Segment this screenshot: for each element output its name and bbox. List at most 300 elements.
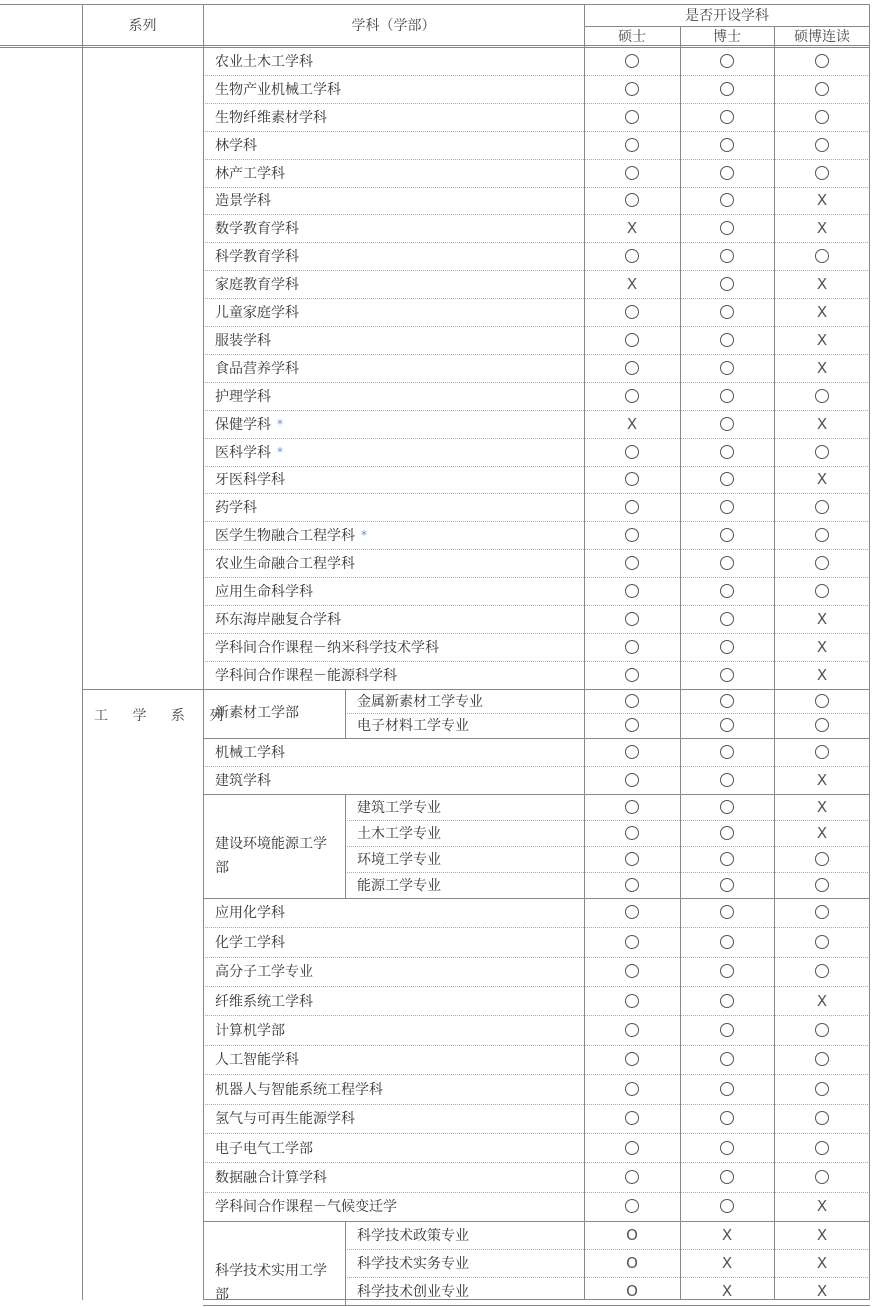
subject-name [203,131,584,159]
circle-icon [625,718,639,732]
doctor-mark [680,214,774,242]
circle-icon [720,1023,734,1037]
circle-icon [720,640,734,654]
combined-mark: X [816,303,828,322]
circle-icon [720,193,734,207]
subject-name [203,661,584,689]
circle-icon [720,472,734,486]
circle-icon [625,668,639,682]
subject-label: 服装学科 [215,332,271,349]
circle-icon [720,249,734,263]
row-divider [203,1305,870,1306]
circle-icon [720,1170,734,1184]
header-master: 硕士 [618,29,646,45]
subject-label: 林产工学科 [215,165,285,182]
circle-icon [720,166,734,180]
circle-icon [625,556,639,570]
doctor-mark [680,898,774,927]
circle-icon [720,556,734,570]
doctor-mark [680,466,774,494]
master-mark [584,438,680,466]
column-divider [345,689,346,738]
circle-icon [815,445,829,459]
combined-mark: X [816,797,828,816]
subject-label: 家庭教育学科 [215,277,299,294]
circle-icon [720,584,734,598]
doctor-mark [680,1162,774,1191]
combined-mark [774,846,870,872]
circle-icon [720,1141,734,1155]
circle-icon [625,1170,639,1184]
circle-icon [720,389,734,403]
subject-name [203,521,584,549]
doctor-mark [680,1045,774,1074]
circle-icon [720,54,734,68]
combined-mark: X [816,1254,828,1273]
subject-name [203,47,584,75]
circle-icon [720,905,734,919]
doctor-mark [680,986,774,1015]
master-mark [584,1162,680,1191]
circle-icon [720,500,734,514]
combined-mark: X [816,823,828,842]
circle-icon [815,82,829,96]
combined-mark [774,1015,870,1044]
combined-mark [774,159,870,187]
circle-icon [720,277,734,291]
column-divider [584,4,585,1300]
doctor-mark [680,75,774,103]
subject-name [203,410,584,438]
combined-mark: X [816,414,828,433]
doctor-mark [680,270,774,298]
doctor-mark [680,382,774,410]
subject-name [203,354,584,382]
circle-icon [720,528,734,542]
combined-mark [774,1074,870,1103]
circle-icon [720,333,734,347]
major-name: 金属新素材工学专业 [357,693,483,710]
doctor-mark [680,872,774,898]
subject-label: 牙医科学科 [215,472,285,489]
subject-name [203,382,584,410]
master-mark [584,872,680,898]
subject-name [203,242,584,270]
circle-icon [720,1052,734,1066]
doctor-mark [680,298,774,326]
circle-icon [720,110,734,124]
series-label-engineering: 工 学 系 列 [94,707,234,724]
doctor-mark [680,131,774,159]
circle-icon [625,82,639,96]
doctor-mark: X [721,1282,733,1301]
circle-icon [625,800,639,814]
circle-icon [625,138,639,152]
circle-icon [625,500,639,514]
combined-mark [774,47,870,75]
circle-icon [625,110,639,124]
subject-name: 电子电气工学部 [215,1140,313,1157]
circle-icon [720,82,734,96]
doctor-mark [680,633,774,661]
circle-icon [625,193,639,207]
doctor-mark [680,159,774,187]
header-series: 系列 [128,17,157,34]
doctor-mark [680,577,774,605]
subject-name: 学科间合作课程－气候变迁学 [215,1199,397,1216]
combined-mark [774,131,870,159]
major-name: 环境工学专业 [357,851,441,868]
doctor-mark [680,354,774,382]
column-divider [869,4,870,1300]
subject-name: 计算机学部 [215,1022,285,1039]
column-divider [203,4,204,1300]
column-divider [345,1221,346,1305]
master-mark: X [626,414,638,433]
circle-icon [625,640,639,654]
master-mark: X [626,219,638,238]
circle-icon [720,417,734,431]
subject-label: 儿童家庭学科 [215,305,299,322]
combined-mark [774,1162,870,1191]
master-mark [584,713,680,738]
doctor-mark [680,738,774,766]
master-mark [584,549,680,577]
circle-icon [720,694,734,708]
header-doctor: 博士 [713,29,741,45]
circle-icon [720,361,734,375]
header-combined: 硕博连读 [794,29,850,45]
subject-name [203,577,584,605]
subject-name: 机械工学科 [215,744,285,761]
combined-mark [774,898,870,927]
circle-icon [815,694,829,708]
combined-mark: X [816,770,828,789]
combined-mark: X [816,1226,828,1245]
circle-icon [720,1082,734,1096]
master-mark [584,493,680,521]
circle-icon [720,964,734,978]
circle-icon [625,773,639,787]
column-divider [680,26,681,1300]
circle-icon [815,745,829,759]
circle-icon [815,528,829,542]
major-name: 科学技术创业专业 [357,1284,469,1301]
subject-name: 高分子工学专业 [215,964,313,981]
circle-icon [720,718,734,732]
combined-mark [774,927,870,956]
circle-icon [720,826,734,840]
subject-label: 学科间合作课程－纳米科学技术学科 [215,639,439,656]
doctor-mark [680,661,774,689]
header-offered: 是否开设学科 [685,8,769,24]
master-mark [584,75,680,103]
combined-mark [774,577,870,605]
subject-name [203,326,584,354]
combined-mark: X [816,358,828,377]
master-mark [584,103,680,131]
combined-mark [774,957,870,986]
circle-icon [720,1111,734,1125]
header-subject: 学科（学部） [351,17,436,34]
doctor-mark [680,187,774,215]
circle-icon [625,584,639,598]
doctor-mark [680,927,774,956]
master-mark [584,766,680,794]
subject-label: 生物产业机械工学科 [215,81,341,98]
major-name: 土木工学专业 [357,825,441,842]
master-mark [584,382,680,410]
circle-icon [815,1082,829,1096]
subject-name: 应用化学科 [215,905,285,922]
master-mark [584,605,680,633]
doctor-mark [680,1133,774,1162]
combined-mark [774,103,870,131]
combined-mark [774,75,870,103]
master-mark [584,633,680,661]
master-mark [584,794,680,820]
master-mark [584,661,680,689]
subject-label: 林学科 [215,137,257,154]
master-mark [584,1104,680,1133]
doctor-mark [680,521,774,549]
master-mark [584,927,680,956]
combined-mark: X [816,470,828,489]
subject-name [203,298,584,326]
column-divider [82,4,83,1300]
circle-icon [815,935,829,949]
subject-name: 氢气与可再生能源学科 [215,1111,355,1128]
doctor-mark [680,957,774,986]
circle-icon [625,964,639,978]
subject-name [203,466,584,494]
subject-label: 药学科 [215,500,257,517]
circle-icon [815,1111,829,1125]
doctor-mark [680,1104,774,1133]
circle-icon [815,138,829,152]
master-mark: O [626,1282,638,1301]
combined-mark [774,382,870,410]
combined-mark: X [816,219,828,238]
master-mark [584,689,680,714]
doctor-mark [680,689,774,714]
doctor-mark [680,410,774,438]
combined-mark: X [816,665,828,684]
doctor-mark [680,103,774,131]
circle-icon [625,389,639,403]
circle-icon [625,612,639,626]
column-divider [774,26,775,1300]
circle-icon [815,1023,829,1037]
subject-label: 造景学科 [215,193,271,210]
master-mark [584,354,680,382]
subject-label: 食品营养学科 [215,360,299,377]
subject-name [203,493,584,521]
circle-icon [815,964,829,978]
doctor-mark [680,713,774,738]
major-name: 电子材料工学专业 [357,718,469,735]
combined-mark [774,521,870,549]
subject-label: 应用生命科学科 [215,584,313,601]
circle-icon [625,528,639,542]
circle-icon [720,305,734,319]
subject-name [203,633,584,661]
circle-icon [625,935,639,949]
master-mark [584,242,680,270]
combined-mark [774,1045,870,1074]
combined-mark: X [816,1282,828,1301]
circle-icon [625,745,639,759]
master-mark [584,326,680,354]
combined-mark [774,738,870,766]
combined-mark [774,1104,870,1133]
major-name: 科学技术政策专业 [357,1228,469,1245]
combined-mark: X [816,330,828,349]
subject-name [203,75,584,103]
combined-mark: X [816,1197,828,1216]
combined-mark [774,872,870,898]
master-mark [584,521,680,549]
major-name: 建筑工学专业 [357,799,441,816]
subject-label: 保健学科 [215,416,271,433]
master-mark [584,738,680,766]
subject-label: 学科间合作课程－能源科学科 [215,667,397,684]
subject-label: 数学教育学科 [215,221,299,238]
subject-name: 建筑学科 [215,772,271,789]
subject-label: 环东海岸融复合学科 [215,611,341,628]
circle-icon [625,1023,639,1037]
circle-icon [720,994,734,1008]
master-mark [584,1133,680,1162]
circle-icon [625,694,639,708]
circle-icon [720,745,734,759]
circle-icon [815,249,829,263]
department-name: 科学技术实用工学部 [215,1263,327,1304]
doctor-mark [680,47,774,75]
circle-icon [625,333,639,347]
circle-icon [625,1082,639,1096]
circle-icon [815,852,829,866]
circle-icon [720,221,734,235]
subject-label: 生物纤维素材学科 [215,109,327,126]
subject-name [203,549,584,577]
master-mark [584,1015,680,1044]
department-name: 建设环境能源工学部 [215,835,327,876]
doctor-mark [680,549,774,577]
combined-mark: X [816,609,828,628]
combined-mark: X [816,637,828,656]
doctor-mark [680,766,774,794]
circle-icon [720,935,734,949]
circle-icon [720,773,734,787]
major-name: 能源工学专业 [357,877,441,894]
circle-icon [720,138,734,152]
circle-icon [625,472,639,486]
doctor-mark: X [721,1254,733,1273]
doctor-mark [680,794,774,820]
master-mark [584,187,680,215]
combined-mark [774,689,870,714]
circle-icon [815,110,829,124]
asterisk-note: * [277,416,283,431]
subject-name: 纤维系统工学科 [215,993,313,1010]
circle-icon [720,1199,734,1213]
circle-icon [625,249,639,263]
subject-label: 科学教育学科 [215,249,299,266]
circle-icon [625,1199,639,1213]
circle-icon [625,305,639,319]
combined-mark [774,549,870,577]
subject-name [203,187,584,215]
doctor-mark [680,820,774,846]
circle-icon [815,556,829,570]
doctor-mark [680,493,774,521]
doctor-mark [680,605,774,633]
subject-label: 医学生物融合工程学科 [215,528,355,545]
circle-icon [625,1141,639,1155]
master-mark [584,986,680,1015]
combined-mark: X [816,191,828,210]
circle-icon [720,668,734,682]
circle-icon [815,1141,829,1155]
combined-mark: X [816,991,828,1010]
asterisk-note: * [277,444,283,459]
column-divider [345,794,346,898]
circle-icon [625,878,639,892]
subject-name: 人工智能学科 [215,1052,299,1069]
doctor-mark [680,326,774,354]
circle-icon [720,445,734,459]
doctor-mark [680,438,774,466]
combined-mark [774,438,870,466]
circle-icon [625,905,639,919]
circle-icon [625,826,639,840]
subject-name: 机器人与智能系统工程学科 [215,1081,383,1098]
circle-icon [625,445,639,459]
master-mark [584,466,680,494]
doctor-mark [680,1192,774,1221]
doctor-mark [680,1074,774,1103]
circle-icon [625,994,639,1008]
circle-icon [720,800,734,814]
subject-name: 数据融合计算学科 [215,1169,327,1186]
subject-name [203,605,584,633]
master-mark [584,820,680,846]
master-mark [584,1074,680,1103]
master-mark [584,577,680,605]
master-mark [584,1045,680,1074]
circle-icon [625,166,639,180]
circle-icon [815,500,829,514]
subject-label: 护理学科 [215,388,271,405]
row-divider [203,1299,870,1300]
combined-mark [774,493,870,521]
circle-icon [815,718,829,732]
circle-icon [815,878,829,892]
subject-name [203,438,584,466]
circle-icon [720,852,734,866]
circle-icon [625,1052,639,1066]
master-mark: O [626,1226,638,1245]
major-name: 科学技术实务专业 [357,1256,469,1273]
subject-name [203,214,584,242]
asterisk-note: * [361,528,367,543]
circle-icon [720,878,734,892]
master-mark [584,846,680,872]
subject-label: 农业生命融合工程学科 [215,556,355,573]
doctor-mark: X [721,1226,733,1245]
circle-icon [815,166,829,180]
